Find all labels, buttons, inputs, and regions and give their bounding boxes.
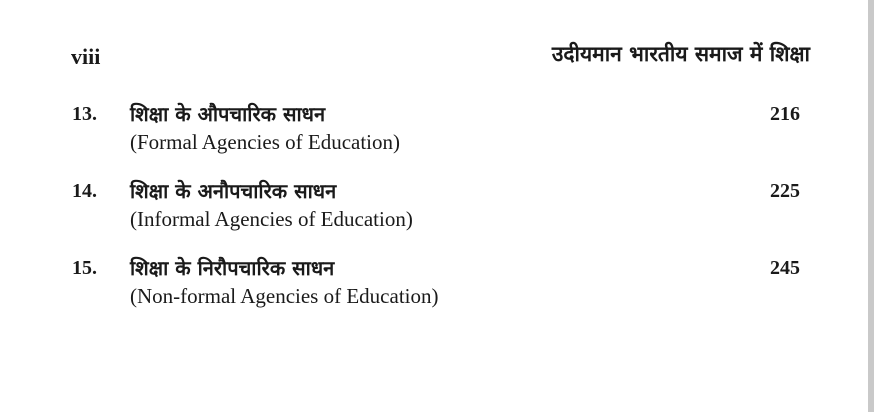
- entry-page-number: 225: [770, 180, 800, 202]
- toc-entry[interactable]: [0, 177, 874, 237]
- page-number: viii: [71, 44, 101, 69]
- entry-title-english: (Formal Agencies of Education): [130, 130, 401, 154]
- entry-title-english: (Non-formal Agencies of Education): [130, 284, 439, 308]
- entry-page-number: 245: [770, 257, 800, 279]
- entry-number: 15.: [72, 257, 97, 279]
- entry-title-english: (Informal Agencies of Education): [130, 207, 413, 231]
- entry-number: 14.: [72, 180, 97, 202]
- entry-title-hindi: शिक्षा के अनौपचारिक साधन: [130, 179, 337, 203]
- toc-entry[interactable]: [0, 100, 874, 160]
- entry-page-number: 216: [770, 103, 800, 125]
- running-head: उदीयमान भारतीय समाज में शिक्षा: [551, 42, 810, 66]
- toc-entry[interactable]: [0, 254, 874, 314]
- entry-title-hindi: शिक्षा के निरौपचारिक साधन: [130, 256, 335, 280]
- entry-number: 13.: [72, 103, 97, 125]
- entry-title-hindi: शिक्षा के औपचारिक साधन: [130, 102, 326, 126]
